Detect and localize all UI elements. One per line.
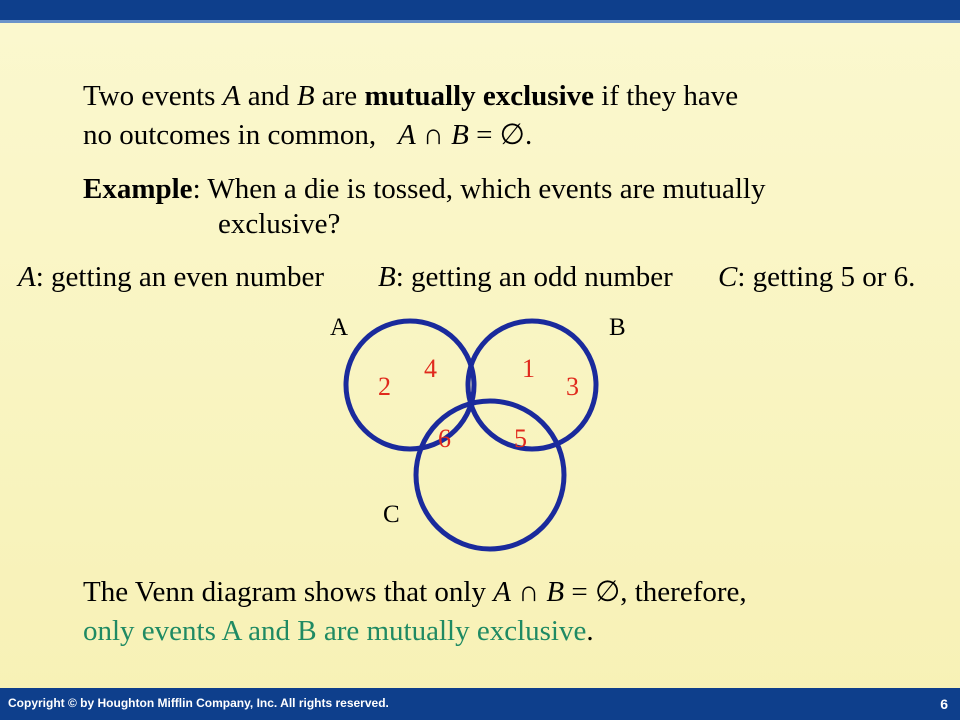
conclusion-highlight: only events A and B are mutually exclusive [83, 615, 587, 647]
event-c: C: getting 5 or 6. [718, 261, 916, 293]
example-question: When a die is tossed, which events are mutually [207, 173, 766, 205]
event-b: B: getting an odd number [378, 261, 673, 293]
venn-label-b: B [609, 314, 626, 341]
circle-a [346, 321, 474, 449]
definition-line-1: Two events A and B are mutually exclusive if they have [83, 80, 739, 112]
footer-bar [0, 688, 960, 720]
copyright-notice: Copyright © by Houghton Mifflin Company, Inc. All rights reserved. [8, 696, 389, 710]
venn-number-4: 4 [424, 354, 437, 383]
example-label: Example [83, 173, 193, 205]
venn-number-6: 6 [438, 424, 451, 453]
venn-number-1: 1 [522, 354, 535, 383]
venn-number-3: 3 [566, 372, 579, 401]
conclusion-line-1: The Venn diagram shows that only A ∩ B = ∅, therefore, [83, 576, 747, 608]
event-a: A: getting an even number [18, 261, 325, 293]
term-mutually-exclusive: mutually exclusive [364, 80, 595, 112]
conclusion-line-2: only events A and B are mutually exclusive. [83, 615, 594, 647]
header-bar [0, 0, 960, 20]
venn-number-5: 5 [514, 424, 527, 453]
example-line-2: exclusive? [218, 208, 341, 240]
venn-label-c: C [383, 501, 400, 528]
definition-line-2: no outcomes in common, A ∩ B = ∅. [83, 119, 533, 151]
header-accent-line [0, 20, 960, 23]
venn-diagram [300, 305, 660, 565]
example-line-1: Example: When a die is tossed, which events are mutually [83, 173, 766, 205]
venn-label-a: A [330, 314, 349, 341]
venn-number-2: 2 [378, 372, 391, 401]
page-number: 6 [940, 696, 948, 712]
